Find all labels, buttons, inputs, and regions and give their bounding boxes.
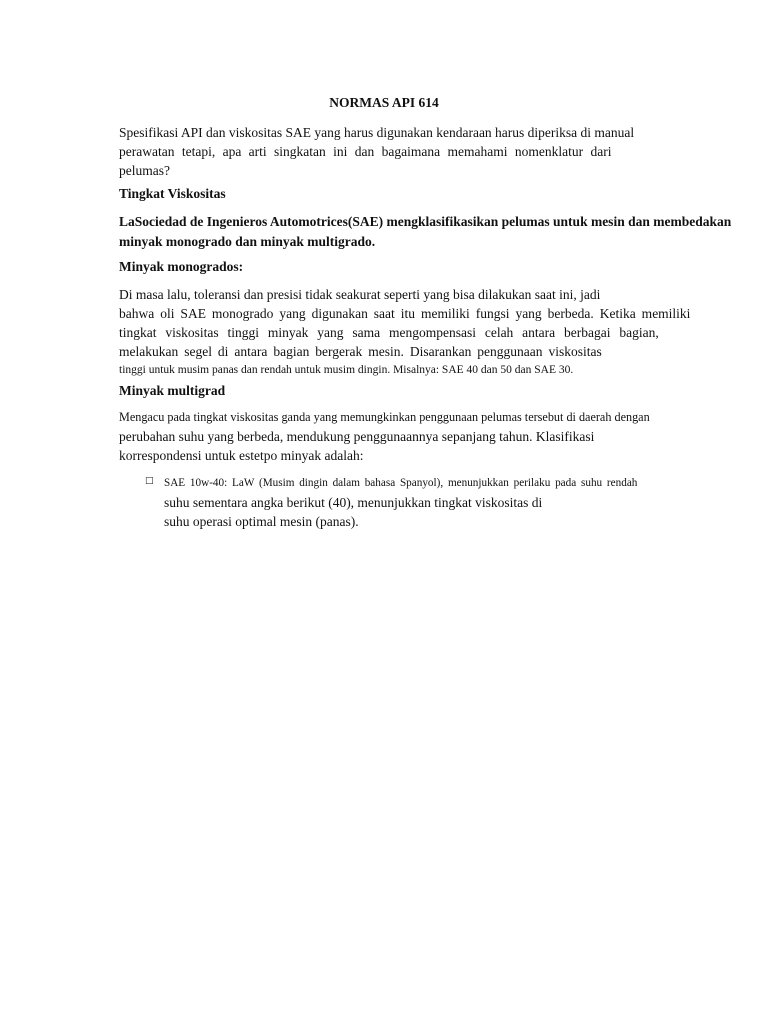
page-title: NORMAS API 614 bbox=[329, 95, 439, 110]
multi-line-1: Mengacu pada tingkat viskositas ganda yang memungkinkan penggunaan pelumas tersebut di daerah dengan bbox=[119, 410, 650, 424]
bullet-line-3: suhu operasi optimal mesin (panas). bbox=[164, 514, 359, 529]
sae-line-1: LaSociedad de Ingenieros Automotrices(SAE) mengklasifikasikan pelumas untuk mesin dan membedakan bbox=[119, 214, 732, 229]
multi-line-2: perubahan suhu yang berbeda, mendukung penggunaannya sepanjang tahun. Klasifikasi bbox=[119, 429, 595, 444]
intro-line-1: Spesifikasi API dan viskositas SAE yang harus digunakan kendaraan harus diperiksa di manual bbox=[119, 125, 635, 140]
mono-line-4: melakukan segel di antara bagian bergerak mesin. Disarankan penggunaan viskositas bbox=[119, 344, 602, 359]
bullet-text bbox=[164, 474, 709, 531]
mono-line-1: Di masa lalu, toleransi dan presisi tidak seakurat seperti yang bisa dilakukan saat ini, jadi bbox=[119, 287, 601, 302]
mono-line-2: bahwa oli SAE monogrado yang digunakan saat itu memiliki fungsi yang berbeda. Ketika memiliki bbox=[119, 306, 691, 321]
multi-line-3: korrespondensi untuk estetpo minyak adalah: bbox=[119, 448, 364, 463]
square-bullet-icon: □ bbox=[145, 476, 154, 486]
mono-line-3: tingkat viskositas tinggi minyak yang sama mengompensasi celah antara berbagai bagian, bbox=[119, 325, 659, 340]
multigrad-paragraph bbox=[119, 408, 711, 465]
bullet-line-2: suhu sementara angka berikut (40), menunjukkan tingkat viskositas di bbox=[164, 495, 543, 510]
section-heading-multigrad: Minyak multigrad bbox=[119, 383, 226, 398]
mono-line-5: tinggi untuk musim panas dan rendah untuk musim dingin. Misalnya: SAE 40 dan 50 dan SAE 30. bbox=[119, 364, 574, 376]
section-heading-monogrados: Minyak monogrados: bbox=[119, 259, 244, 274]
sae-line-2: minyak monogrado dan minyak multigrado. bbox=[119, 234, 376, 249]
intro-paragraph bbox=[119, 123, 650, 180]
intro-line-3: pelumas? bbox=[119, 163, 170, 178]
sae-classification-paragraph bbox=[119, 212, 734, 252]
bullet-line-1: SAE 10w-40: LaW (Musim dingin dalam bahasa Spanyol), menunjukkan perilaku pada suhu rendah bbox=[164, 477, 638, 489]
section-heading-viscosity: Tingkat Viskositas bbox=[119, 186, 226, 201]
monogrados-paragraph bbox=[119, 285, 699, 380]
intro-line-2: perawatan tetapi, apa arti singkatan ini dan bagaimana memahami nomenklatur dari bbox=[119, 144, 612, 159]
